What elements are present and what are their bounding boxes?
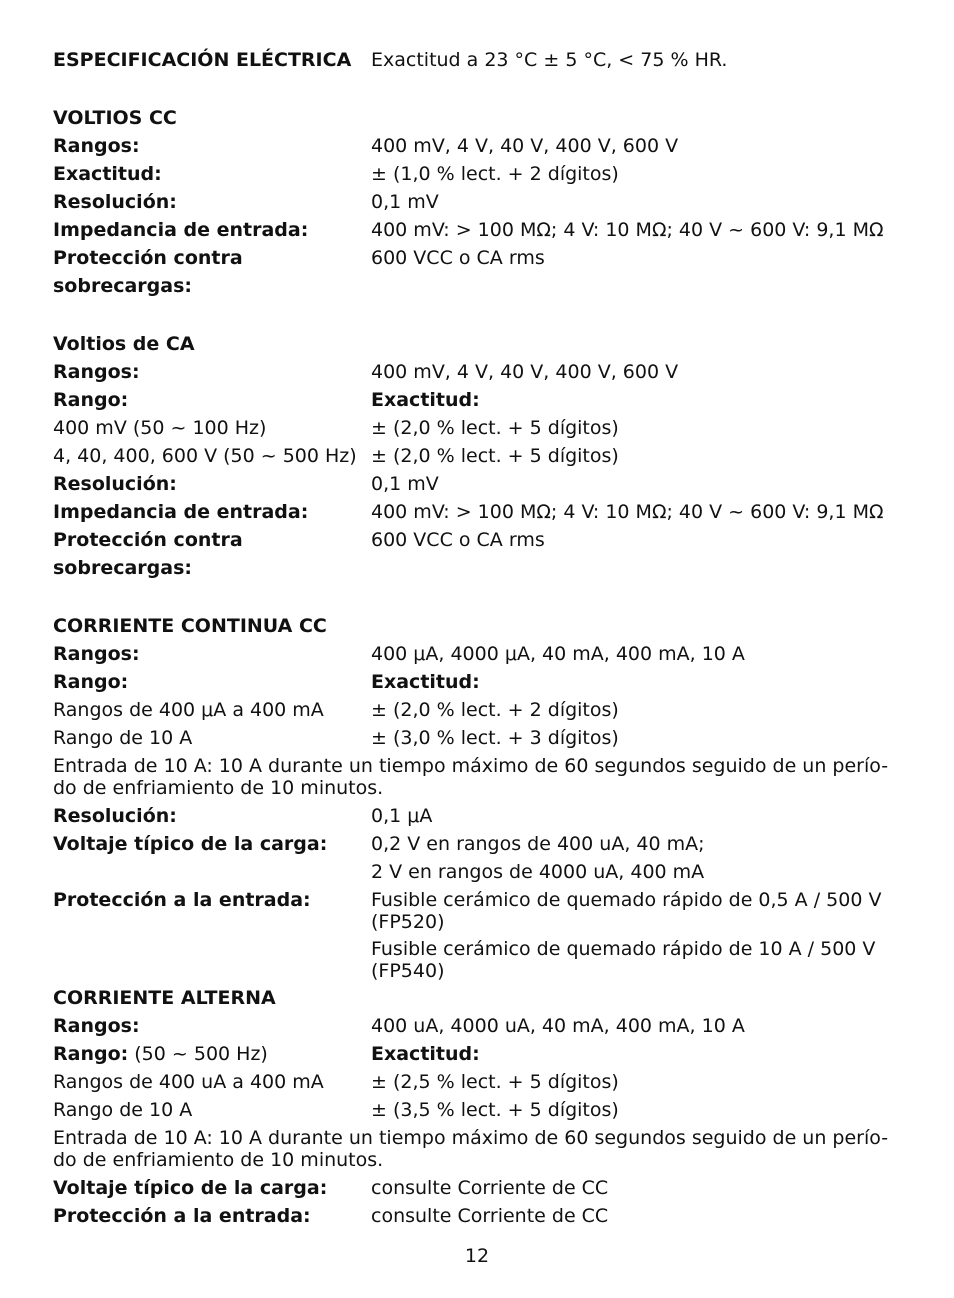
spec-label: 4, 40, 400, 600 V (50 ~ 500 Hz) bbox=[53, 445, 357, 467]
spec-row bbox=[53, 160, 903, 188]
spec-page bbox=[53, 46, 903, 1230]
spec-label: Impedancia de entrada: bbox=[53, 219, 309, 241]
note-text: Entrada de 10 A: 10 A durante un tiempo máximo de 60 segundos seguido de un perío-do de enfriamiento de 10 minutos. bbox=[53, 1127, 889, 1171]
spec-value: consulte Corriente de CC bbox=[371, 1177, 609, 1199]
spec-row bbox=[53, 640, 903, 668]
spec-row bbox=[53, 935, 903, 982]
spec-label: Voltaje típico de la carga: bbox=[53, 833, 328, 855]
spec-label: Protección a la entrada: bbox=[53, 889, 311, 911]
header-row bbox=[53, 46, 903, 74]
spec-value: 400 mV, 4 V, 40 V, 400 V, 600 V bbox=[371, 135, 679, 157]
spec-value: 0,2 V en rangos de 400 uA, 40 mA; bbox=[371, 833, 705, 855]
spec-label: Rango de 10 A bbox=[53, 727, 193, 749]
spec-label: Rango de 10 A bbox=[53, 1099, 193, 1121]
range-label: Rango: bbox=[53, 1043, 129, 1065]
spec-row bbox=[53, 244, 903, 300]
spec-row bbox=[53, 470, 903, 498]
spec-value: 600 VCC o CA rms bbox=[371, 247, 545, 269]
spec-value: ± (3,0 % lect. + 3 dígitos) bbox=[371, 727, 619, 749]
spec-value: Fusible cerámico de quemado rápido de 0,5 A / 500 V (FP520) bbox=[371, 889, 882, 933]
spec-row bbox=[53, 1068, 903, 1096]
spec-label: Exactitud: bbox=[53, 163, 162, 185]
dc-volts-title: VOLTIOS CC bbox=[53, 107, 177, 129]
range-frequency: (50 ~ 500 Hz) bbox=[128, 1043, 268, 1065]
spec-label: Protección a la entrada: bbox=[53, 1205, 311, 1227]
spec-row bbox=[53, 1202, 903, 1230]
spec-label: Impedancia de entrada: bbox=[53, 501, 309, 523]
spec-value: ± (2,0 % lect. + 2 dígitos) bbox=[371, 699, 619, 721]
spec-label: Resolución: bbox=[53, 191, 177, 213]
spec-label: Rango: bbox=[53, 389, 129, 411]
spec-value: ± (2,0 % lect. + 5 dígitos) bbox=[371, 445, 619, 467]
note-text: Entrada de 10 A: 10 A durante un tiempo máximo de 60 segundos seguido de un perío-do de enfriamiento de 10 minutos. bbox=[53, 755, 889, 799]
spec-label: Resolución: bbox=[53, 805, 177, 827]
dc-current-title: CORRIENTE CONTINUA CC bbox=[53, 615, 327, 637]
spec-label: Rango: bbox=[53, 671, 129, 693]
spec-label-empty bbox=[53, 858, 371, 886]
spec-row bbox=[53, 1040, 903, 1068]
spec-label: Protección contra sobrecargas: bbox=[53, 529, 243, 579]
spec-value: 600 VCC o CA rms bbox=[371, 529, 545, 551]
spec-row bbox=[53, 802, 903, 830]
spec-label: Rangos: bbox=[53, 1015, 140, 1037]
spec-row bbox=[53, 858, 903, 886]
spec-value: 400 uA, 4000 uA, 40 mA, 400 mA, 10 A bbox=[371, 1015, 745, 1037]
spec-value: 400 mV, 4 V, 40 V, 400 V, 600 V bbox=[371, 361, 679, 383]
spec-value: ± (2,5 % lect. + 5 dígitos) bbox=[371, 1071, 619, 1093]
spec-row bbox=[53, 414, 903, 442]
spec-label: Voltaje típico de la carga: bbox=[53, 1177, 328, 1199]
spec-row bbox=[53, 886, 903, 933]
spec-row bbox=[53, 358, 903, 386]
spec-value: ± (3,5 % lect. + 5 dígitos) bbox=[371, 1099, 619, 1121]
conditions-text: Exactitud a 23 °C ± 5 °C, < 75 % HR. bbox=[371, 49, 728, 71]
spec-value: 400 mV: > 100 MΩ; 4 V: 10 MΩ; 40 V ~ 600 V: 9,1 MΩ bbox=[371, 219, 884, 241]
spec-row bbox=[53, 696, 903, 724]
spec-label: Rangos: bbox=[53, 361, 140, 383]
spec-value: Fusible cerámico de quemado rápido de 10 A / 500 V (FP540) bbox=[371, 938, 876, 982]
spec-label: Rangos de 400 uA a 400 mA bbox=[53, 1071, 324, 1093]
spec-row bbox=[53, 724, 903, 752]
spacer bbox=[53, 582, 903, 612]
spec-label-empty bbox=[53, 935, 371, 982]
spec-value: consulte Corriente de CC bbox=[371, 1205, 609, 1227]
spec-value: 400 μA, 4000 μA, 40 mA, 400 mA, 10 A bbox=[371, 643, 745, 665]
spec-label: Rangos: bbox=[53, 643, 140, 665]
spec-value: Exactitud: bbox=[371, 389, 480, 411]
spec-row bbox=[53, 216, 903, 244]
spec-row bbox=[53, 668, 903, 696]
spec-row bbox=[53, 386, 903, 414]
spec-value: 2 V en rangos de 4000 uA, 400 mA bbox=[371, 861, 705, 883]
spec-row bbox=[53, 188, 903, 216]
spec-value: 0,1 mV bbox=[371, 191, 439, 213]
spec-value: ± (2,0 % lect. + 5 dígitos) bbox=[371, 417, 619, 439]
ac-volts-title: Voltios de CA bbox=[53, 333, 195, 355]
spec-value: 400 mV: > 100 MΩ; 4 V: 10 MΩ; 40 V ~ 600 V: 9,1 MΩ bbox=[371, 501, 884, 523]
page-number: 12 bbox=[464, 1245, 490, 1267]
spec-row bbox=[53, 1174, 903, 1202]
spec-label: Resolución: bbox=[53, 473, 177, 495]
ac-current-title: CORRIENTE ALTERNA bbox=[53, 987, 276, 1009]
spec-value: Exactitud: bbox=[371, 1043, 480, 1065]
spec-row bbox=[53, 1012, 903, 1040]
spacer bbox=[53, 300, 903, 330]
spec-row bbox=[53, 442, 903, 470]
spec-row bbox=[53, 830, 903, 858]
spec-label: Rangos de 400 μA a 400 mA bbox=[53, 699, 324, 721]
spec-label: Rangos: bbox=[53, 135, 140, 157]
spec-row bbox=[53, 132, 903, 160]
spec-label bbox=[53, 1040, 371, 1068]
spacer bbox=[53, 74, 903, 104]
spec-value: 0,1 mV bbox=[371, 473, 439, 495]
spec-value: 0,1 μA bbox=[371, 805, 433, 827]
spec-label: 400 mV (50 ~ 100 Hz) bbox=[53, 417, 267, 439]
spec-row bbox=[53, 498, 903, 526]
spec-value: Exactitud: bbox=[371, 671, 480, 693]
section-heading: ESPECIFICACIÓN ELÉCTRICA bbox=[53, 49, 352, 71]
spec-row bbox=[53, 1096, 903, 1124]
spec-row bbox=[53, 526, 903, 582]
spec-label: Protección contra sobrecargas: bbox=[53, 247, 243, 297]
spec-value: ± (1,0 % lect. + 2 dígitos) bbox=[371, 163, 619, 185]
